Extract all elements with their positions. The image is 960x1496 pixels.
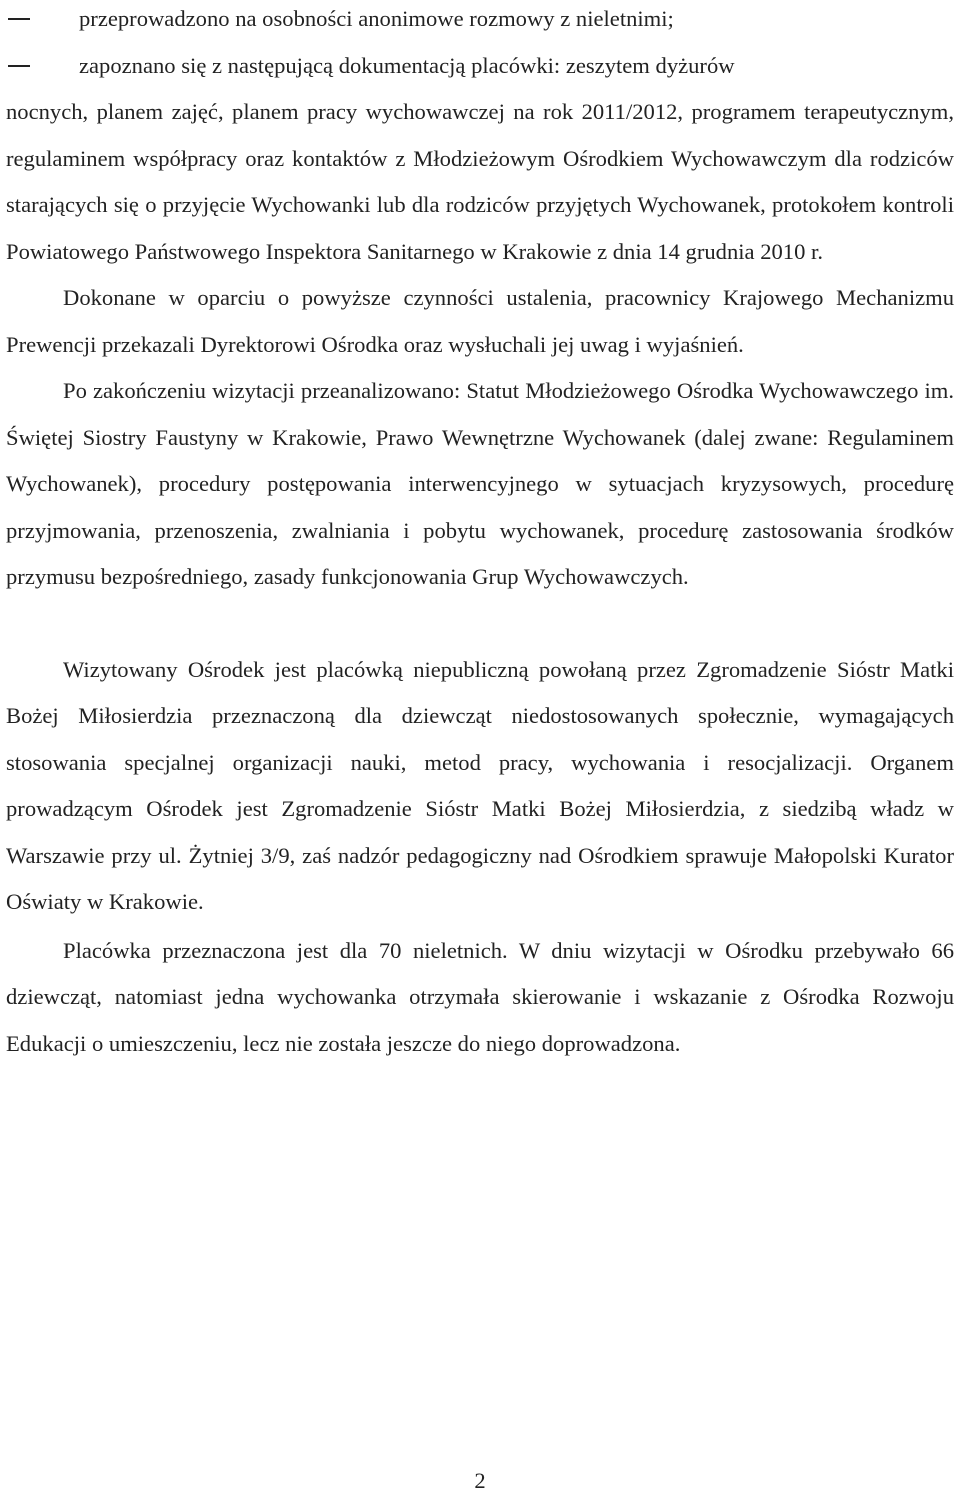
paragraph-analyzed-documents: Po zakończeniu wizytacji przeanalizowano: Statut Młodzieżowego Ośrodka Wychowawczego im. Świętej Siostry Faustyny w Krakowie, Prawo Wewnętrzne Wychowanek (dalej zwane: Regulaminem Wychowanek), procedury postępowania interwencyjnego w sytuacjach kryzysowych, procedurę przyjmowania, przenoszenia, zwalniania i pobytu wychowanek, procedurę zastosowania środków przymusu bezpośredniego, zasady funkcjonowania Grup Wychowawczych. (6, 378, 954, 589)
paragraph-spacer (6, 601, 954, 647)
bullet-item (6, 43, 954, 90)
page-number: 2 (474, 1468, 486, 1493)
bullet-continuation-text: nocnych, planem zajęć, planem pracy wychowawczej na rok 2011/2012, programem terapeutycznym, regulaminem współpracy oraz kontaktów z Młodzieżowym Ośrodkiem Wychowawczym dla rodziców starających się o przyjęcie Wychowanki lub dla rodziców przyjętych Wychowanek, protokołem kontroli Powiatowego Państwowego Inspektora Sanitarnego w Krakowie z dnia 14 grudnia 2010 r. (6, 99, 954, 264)
dash-bullet-icon (8, 65, 30, 67)
dash-bullet-icon (8, 18, 30, 20)
bullet-item (6, 0, 954, 43)
bullet-text: zapoznano się z następującą dokumentacją placówki: zeszytem dyżurów (79, 52, 735, 78)
document-page (6, 0, 954, 1067)
paragraph-facility-description: Wizytowany Ośrodek jest placówką niepubliczną powołaną przez Zgromadzenie Sióstr Matki Bożej Miłosierdzia przeznaczoną dla dziewcząt niedostosowanych społecznie, wymagających stosowania specjalnej organizacji nauki, metod pracy, wychowania i resocjalizacji. Organem prowadzącym Ośrodek jest Zgromadzenie Sióstr Matki Bożej Miłosierdzia, z siedzibą władz w Warszawie przy ul. Żytniej 3/9, zaś nadzór pedagogiczny nad Ośrodkiem sprawuje Małopolski Kurator Oświaty w Krakowie. (6, 656, 954, 914)
bullet-text: przeprowadzono na osobności anonimowe rozmowy z nieletnimi; (79, 6, 674, 31)
paragraph-findings: Dokonane w oparciu o powyższe czynności ustalenia, pracownicy Krajowego Mechanizmu Prewencji przekazali Dyrektorowi Ośrodka oraz wysłuchali jej uwag i wyjaśnień. (6, 285, 954, 357)
paragraph-capacity: Placówka przeznaczona jest dla 70 nieletnich. W dniu wizytacji w Ośrodku przebywało 66 dziewcząt, natomiast jedna wychowanka otrzymała skierowanie i wskazanie z Ośrodka Rozwoju Edukacji o umieszczeniu, lecz nie została jeszcze do niego doprowadzona. (6, 937, 954, 1056)
